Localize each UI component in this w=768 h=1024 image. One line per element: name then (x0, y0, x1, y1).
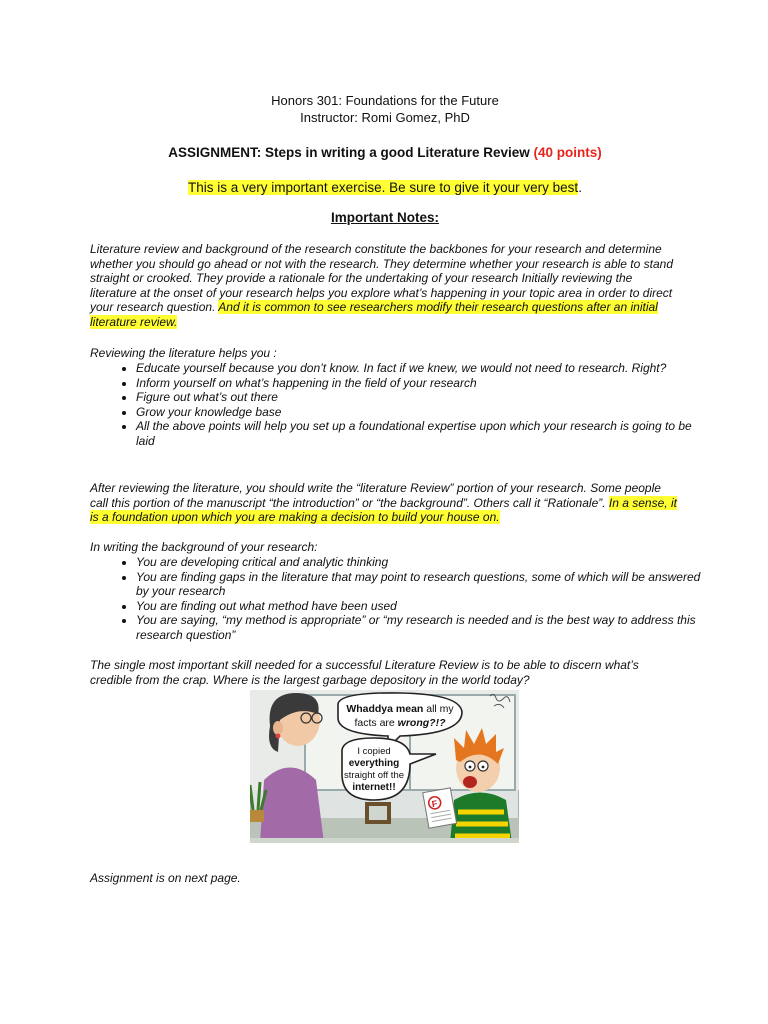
writing-intro: In writing the background of your research: (90, 540, 318, 554)
closing-paragraph: The single most important skill needed for a successful Literature Review is to be able to discern what’s credible from the crap. Where is the largest garbage depository in the world today? (90, 658, 639, 687)
cartoon-image (250, 690, 519, 843)
list-item: • You are developing critical and analytic thinking (136, 555, 704, 570)
cartoon-illustration (250, 690, 519, 843)
bubble1-line2: facts are wrong?!? (354, 717, 446, 729)
bubble2-line1: I copied (357, 746, 391, 757)
list-item: • Figure out what’s out there (136, 390, 704, 405)
list-item: • Educate yourself because you don’t know. In fact if we knew, we would not need to research. Right? (136, 361, 704, 376)
intro-paragraph-text: Literature review and background of the research constitute the backbones for your research and determine whether you should go ahead or not with the research. They determine whether your research is able to stand straight or crooked. They provide a rationale for the undertaking of your research Initially reviewing the literature at the onset of your research helps you explore what’s happening in your topic area in order to direct your research question. (90, 242, 674, 315)
reviewing-list (112, 361, 704, 449)
list-item: • Grow your knowledge base (136, 405, 704, 420)
reviewing-intro: Reviewing the literature helps you : (90, 346, 277, 360)
bubble2-line4: internet!! (352, 782, 396, 793)
bubble2-line2: everything (348, 758, 400, 769)
assignment-title-text: ASSIGNMENT: Steps in writing a good Literature Review (168, 145, 534, 160)
list-item: • All the above points will help you set up a foundational expertise upon which your research is going to be laid (136, 419, 704, 448)
instructor-line: Instructor: Romi Gomez, PhD (300, 110, 470, 125)
intro-paragraph-highlight: And it is common to see researchers modify their research questions after an initial literature review. (90, 300, 658, 329)
intro-paragraph (90, 242, 680, 330)
course-title: Honors 301: Foundations for the Future (271, 93, 499, 108)
literature-review-highlight: In a sense, it is a foundation upon which you are making a decision to build your house on. (90, 495, 677, 525)
bubble2-line3: straight off the (343, 770, 405, 781)
literature-review-text: After reviewing the literature, you should write the “literature Review” portion of your research. Some people call this portion of the manuscript “the introduction” or “the background”. Others call it “Rationale”. (90, 481, 661, 510)
important-exercise-tail: . (578, 180, 582, 195)
important-exercise-line (90, 180, 680, 195)
list-item: • You are finding out what method have been used (136, 599, 704, 614)
important-notes-heading: Important Notes: (331, 210, 439, 225)
woman-body (260, 768, 324, 844)
list-item: • You are saying, “my method is appropriate” or “my research is needed and is the best way to address this research question” (136, 613, 704, 642)
list-item: • You are finding gaps in the literature that may point to research questions, some of which will be answered by your research (136, 570, 704, 599)
footer-note: Assignment is on next page. (90, 871, 241, 885)
list-item: • Inform yourself on what’s happening in the field of your research (136, 376, 704, 391)
writing-list (112, 555, 704, 643)
assignment-points: (40 points) (533, 145, 602, 160)
literature-review-paragraph (90, 481, 680, 525)
important-exercise-highlight: This is a very important exercise. Be sure to give it your very best (188, 180, 579, 195)
assignment-title (90, 145, 680, 160)
bubble1-line1: Whaddya mean all my (346, 703, 454, 715)
grade-mark: F (431, 798, 439, 810)
